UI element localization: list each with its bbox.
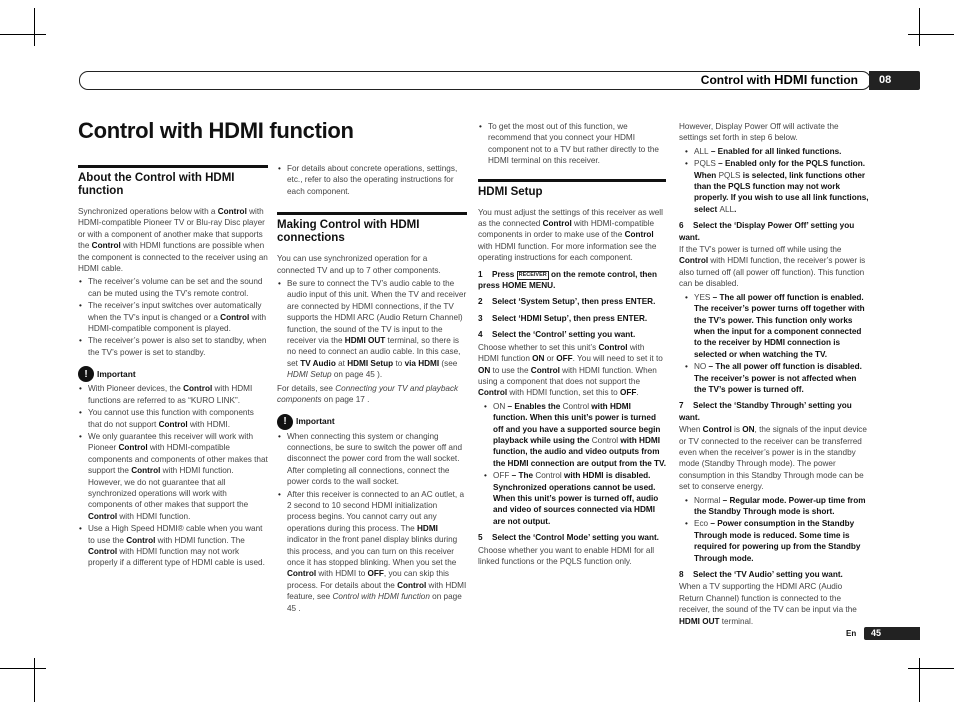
paragraph: You can use synchronized operation for a connected TV and up to 7 other components. [277,254,441,275]
list-item: • The receiver’s volume can be set and the sound can be muted using the TV’s remote control. [88,276,268,299]
list-item: • We only guarantee this receiver will work with Pioneer Control with HDMI-compatible components and components of other makes that support the Control with HDMI function. However, we do not guarantee that all synchronized operations will work with components of other makes that support the Control with HDMI function. [88,431,268,522]
paragraph: You must adjust the settings of this receiver as well as the connected Control with HDMI-compatible components in order to make use of the Control with HDMI function. For more information see the operating instructions for each component. [478,207,663,263]
list-item: • NO – The all power off function is disabled. The receiver’s power is not affected when the TV’s power is turned off. [694,361,869,395]
column-1 [78,165,268,571]
list-item: • When connecting this system or changing connections, be sure to switch the power off and disconnect the power cord from the wall socket. After completing all connections, connect the power cords to the wall socket. [287,431,467,488]
important-icon: ! [78,366,94,382]
paragraph: If the TV’s power is turned off while using the Control with HDMI function, the receiver’s power is also turned off (all power off function). This function can be disabled. [679,245,866,289]
chapter-badge: 08 [869,71,920,90]
list-item: • Be sure to connect the TV’s audio cable to the audio input of this unit. When the TV and receiver are connected by HDMI connections, if the TV supports the HDMI ARC (Audio Return Channel) function, the sound of the TV is input to the receiver via the HDMI OUT terminal, so there is no need to connect an audio cable. In this case, set TV Audio at HDMI Setup to via HDMI (see HDMI Setup on page 45 ). [287,278,467,381]
column-4 [679,121,869,629]
list-item: • ALL – Enabled for all linked functions. [694,146,869,157]
important-list [277,431,467,615]
crop-mark [34,658,35,702]
step-1: 1 Press RECEIVER on the remote control, then press HOME MENU. [478,269,657,291]
crop-mark [919,8,920,46]
list-item: • ON – Enables the Control with HDMI function. When this unit’s power is turned off and you have a supported source begin playback while using the Control with HDMI function, the audio and video outputs from the HDMI connection are output from the TV. [493,401,666,469]
column-2 [277,163,467,616]
step-6: 6 Select the ‘Display Power Off’ setting you want. [679,221,855,242]
list-item: • Eco – Power consumption in the Standby Through mode is reduced. Some time is required for powering up from the Standby Through mode. [694,518,869,564]
step-8: 8 Select the ‘TV Audio’ setting you want. [679,570,843,580]
paragraph: When Control is ON, the signals of the input device or TV connected to the receiver can be transferred even when the receiver’s power is in the standby mode (Standby Through mode). The power consumption in this Standby Through mode can be set to conserve energy. [679,425,867,492]
list-item: • For details about concrete operations, settings, etc., refer to also the operating instructions for each component. [287,163,467,197]
header-title: Control with HDMI function [700,72,858,87]
step-5: 5 Select the ‘Control Mode’ setting you want. [478,533,659,543]
step-3: 3 Select ‘HDMI Setup’, then press ENTER. [478,313,648,323]
bullet-list [78,276,268,358]
list-item: • Use a High Speed HDMI® cable when you want to use the Control with HDMI function. The Control with HDMI function may not work properly if a different type of HDMI cable is used. [88,523,268,569]
important-note: ! Important [78,366,268,382]
option-list [679,495,869,564]
section-rule [478,179,666,182]
list-item: • You cannot use this function with components that do not support Control with HDMI. [88,407,268,430]
option-list [478,401,666,527]
section-heading: Making Control with HDMI connections [277,219,420,245]
list-item: • The receiver’s input switches over automatically when the TV’s input is changed or a Control with HDMI-compatible component is played. [88,300,268,334]
bullet-list [277,163,467,197]
step-4: 4 Select the ‘Control’ setting you want. [478,330,636,340]
crop-mark [908,34,954,35]
option-list [679,146,869,215]
list-item: • OFF – The Control with HDMI is disabled. Synchronized operations cannot be used. When this unit’s power is turned off, audio and video of sources connected via HDMI are not output. [493,470,666,527]
section-heading: HDMI Setup [478,185,543,198]
list-item: • The receiver’s power is also set to standby, when the TV’s power is set to standby. [88,335,268,358]
paragraph: For details, see Connecting your TV and playback components on page 17 . [277,383,459,405]
step-2: 2 Select ‘System Setup’, then press ENTER. [478,297,656,307]
paragraph: However, Display Power Off will activate the settings set forth in step 6 below. [679,122,839,143]
list-item: • With Pioneer devices, the Control with HDMI functions are referred to as “KURO LINK”. [88,383,268,406]
page-number: 45 [864,627,920,640]
language-label: En [846,629,857,638]
step-7: 7 Select the ‘Standby Through’ setting you want. [679,401,852,422]
list-item: • Normal – Regular mode. Power-up time from the Standby Through mode is short. [694,495,869,518]
crop-mark [0,668,46,669]
list-item: • PQLS – Enabled only for the PQLS function. When PQLS is selected, link functions other than the PQLS function may not work properly. If you wish to use all link functions, select ALL. [694,158,869,215]
section-rule [277,212,467,215]
bullet-list [277,278,467,381]
crop-mark [0,34,46,35]
important-icon: ! [277,414,293,430]
list-item: • To get the most out of this function, we recommend that you connect your HDMI component not to a TV but rather directly to the HDMI terminal on this receiver. [488,121,666,167]
page-title: Control with HDMI function [78,118,354,143]
crop-mark [919,658,920,702]
column-3 [478,121,666,569]
receiver-button-icon: RECEIVER [518,271,547,278]
section-heading: About the Control with HDMI function [78,172,235,197]
list-item: • After this receiver is connected to an AC outlet, a 2 second to 10 second HDMI initialization process begins. You cannot carry out any operations during this process. The HDMI indicator in the front panel display blinks during this process, and you can turn on this receiver once it has stopped blinking. When you set the Control with HDMI to OFF, you can skip this process. For details about the Control with HDMI feature, see Control with HDMI function on page 45 . [287,489,467,614]
crop-mark [908,668,954,669]
section-rule [78,165,268,168]
option-list [679,292,869,396]
important-note: ! Important [277,414,467,430]
paragraph: Choose whether to set this unit’s Control with HDMI function ON or OFF. You will need to set it to ON to use the Control with HDMI function. When using a component that does not support the Control with HDMI function, set this to OFF. [478,342,663,398]
important-list [78,383,268,569]
bullet-list [478,121,666,167]
paragraph: Synchronized operations below with a Control with HDMI-compatible Pioneer TV or Blu-ray Disc player or with a component of another make that supports the Control with HDMI functions are possible when the component is connected to the receiver using an HDMI cable. [78,207,268,274]
crop-mark [34,8,35,46]
paragraph: When a TV supporting the HDMI ARC (Audio Return Channel) function is connected to the receiver, the sound of the TV can be input via the HDMI OUT terminal. [679,582,857,626]
list-item: • YES – The all power off function is enabled. The receiver’s power turns off together with the TV’s power. This function only works when the input for a component connected to the receiver by HDMI connection is selected or when watching the TV. [694,292,869,360]
paragraph: Choose whether you want to enable HDMI for all linked functions or the PQLS function only. [478,545,655,566]
